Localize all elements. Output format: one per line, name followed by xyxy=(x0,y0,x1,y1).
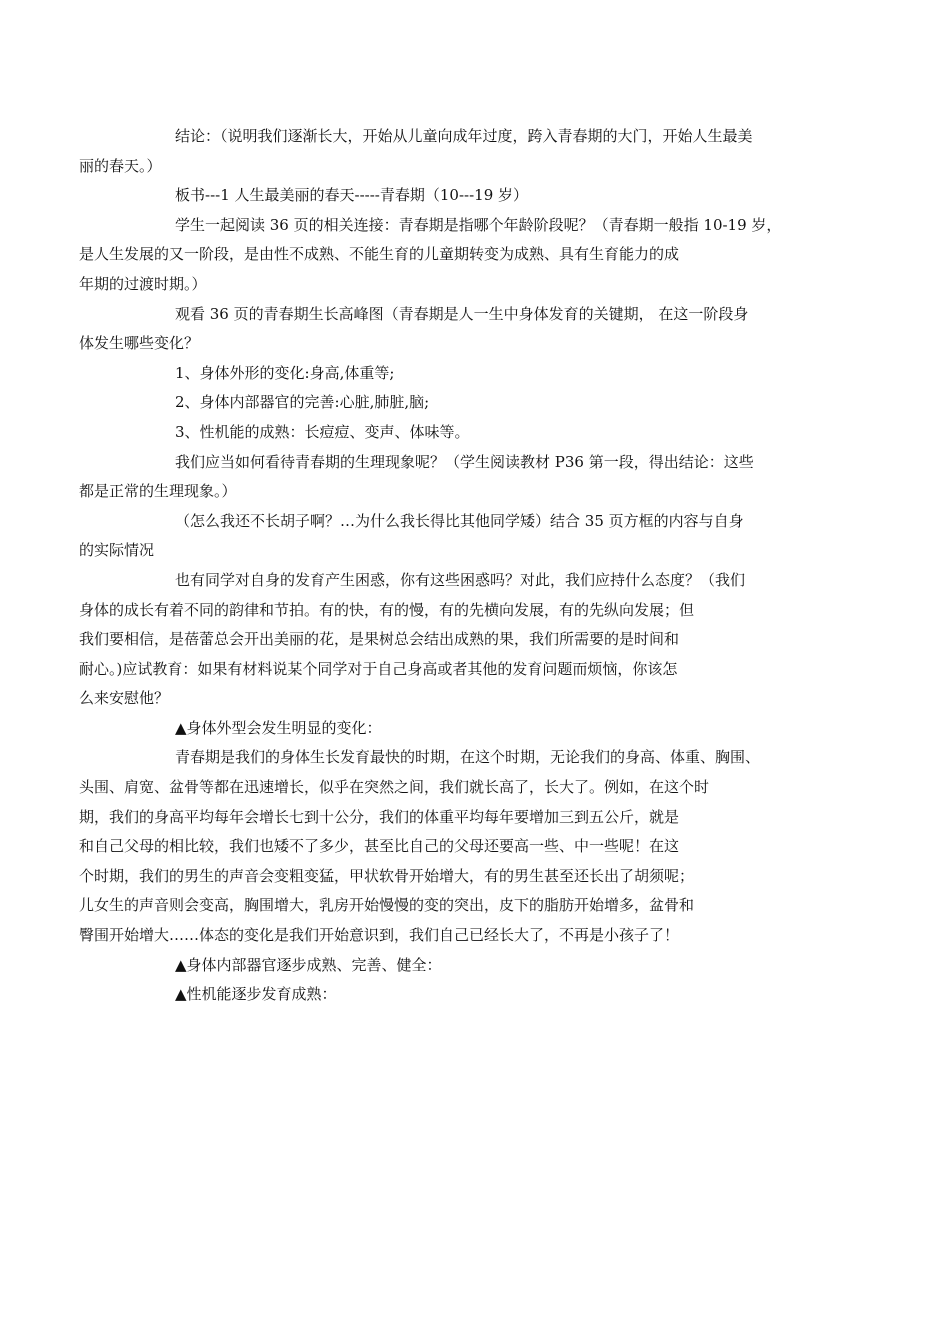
text-line: 体发生哪些变化？ xyxy=(79,334,200,353)
text-line: 也有同学对自身的发育产生困惑，你有这些困惑吗？对此，我们应持什么态度？（我们 xyxy=(175,570,746,589)
text-line: 我们应当如何看待青春期的生理现象呢？（学生阅读教材 P36 第一段，得出结论：这些 xyxy=(175,452,754,471)
paragraph xyxy=(79,448,810,507)
text-line: 学生一起阅读 36 页的相关连接：青春期是指哪个年龄阶段呢？（青春期一般指 10-19 岁， xyxy=(175,215,782,234)
paragraph xyxy=(79,743,810,950)
paragraph xyxy=(79,211,810,300)
text-line: 丽的春天。） xyxy=(79,156,162,175)
paragraph xyxy=(143,951,810,981)
paragraph xyxy=(79,122,810,181)
text-line: 儿女生的声音则会变高，胸围增大，乳房开始慢慢的变的突出，皮下的脂肪开始增多，盆骨和 xyxy=(79,896,695,915)
text-line: 的实际情况 xyxy=(79,541,155,560)
text-line: 么来安慰他？ xyxy=(79,689,170,708)
text-line: 头围、肩宽、盆骨等都在迅速增长，似乎在突然之间，我们就长高了，长大了。例如，在这个时 xyxy=(79,778,710,797)
text-line: 耐心。)应试教育：如果有材料说某个同学对于自己身高或者其他的发育问题而烦恼，你该怎 xyxy=(79,659,678,678)
text-line: 期，我们的身高平均每年会增长七到十公分，我们的体重平均每年要增加三到五公斤，就是 xyxy=(79,807,680,826)
paragraph xyxy=(79,507,810,566)
text-line: ▲身体内部器官逐步成熟、完善、健全： xyxy=(175,955,442,974)
text-line: ▲身体外型会发生明显的变化： xyxy=(175,718,382,737)
text-line: 我们要相信，是蓓蕾总会开出美丽的花，是果树总会结出成熟的果，我们所需要的是时间和 xyxy=(79,630,680,649)
text-line: 青春期是我们的身体生长发育最快的时期，在这个时期，无论我们的身高、体重、胸围、 xyxy=(175,748,761,767)
paragraph xyxy=(79,566,810,714)
paragraph xyxy=(143,388,810,418)
text-line: 都是正常的生理现象。） xyxy=(79,482,237,501)
paragraph xyxy=(143,418,810,448)
text-line: 观看 36 页的青春期生长高峰图（青春期是人一生中身体发育的关键期， 在这一阶段身 xyxy=(175,304,749,323)
text-line: （怎么我还不长胡子啊？…为什么我长得比其他同学矮）结合 35 页方框的内容与自身 xyxy=(175,511,744,530)
text-line: 和自己父母的相比较，我们也矮不了多少，甚至比自己的父母还要高一些、中一些呢！在这 xyxy=(79,837,680,856)
paragraph xyxy=(143,714,810,744)
text-line: ▲性机能逐步发育成熟： xyxy=(175,985,337,1004)
paragraph xyxy=(143,359,810,389)
text-line: 臀围开始增大……体态的变化是我们开始意识到，我们自己已经长大了，不再是小孩子了！ xyxy=(79,926,680,945)
text-line: 结论：（说明我们逐渐长大，开始从儿童向成年过度，跨入青春期的大门，开始人生最美 xyxy=(175,127,753,145)
text-line: 3、性机能的成熟：长痘痘、变声、体味等。 xyxy=(175,422,470,441)
text-line: 年期的过渡时期。） xyxy=(79,274,207,293)
text-line: 板书---1 人生最美丽的春天-----青春期（10---19 岁） xyxy=(175,186,529,205)
document-body xyxy=(79,122,810,1010)
text-line: 个时期，我们的男生的声音会变粗变猛，甲状软骨开始增大，有的男生甚至还长出了胡须呢； xyxy=(79,866,695,885)
paragraph xyxy=(143,980,810,1010)
text-line: 是人生发展的又一阶段，是由性不成熟、不能生育的儿童期转变为成熟、具有生育能力的成 xyxy=(79,245,680,264)
paragraph xyxy=(143,181,810,211)
text-line: 身体的成长有着不同的韵律和节拍。有的快，有的慢，有的先横向发展，有的先纵向发展；但 xyxy=(79,600,695,619)
text-line: 1、身体外形的变化:身高,体重等; xyxy=(175,363,395,382)
paragraph xyxy=(79,300,810,359)
text-line: 2、身体内部器官的完善:心脏,肺脏,脑; xyxy=(175,393,430,412)
